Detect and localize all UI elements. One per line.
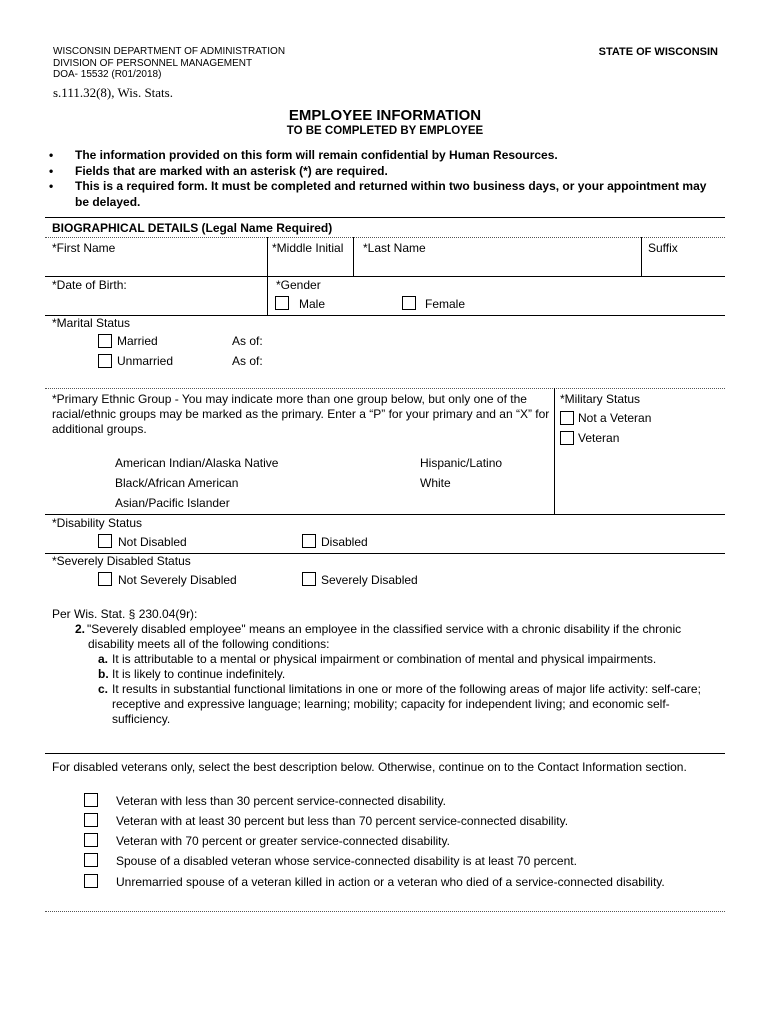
- agency-line-2: DIVISION OF PERSONNEL MANAGEMENT: [53, 57, 253, 69]
- veteran-option-checkbox[interactable]: [84, 833, 98, 847]
- severely-disabled-option-label: Severely Disabled: [321, 573, 418, 587]
- female-label: Female: [425, 297, 466, 311]
- dotted-divider: [45, 911, 725, 912]
- not-veteran-label: Not a Veteran: [578, 411, 652, 425]
- male-label: Male: [299, 297, 326, 311]
- row-divider: [45, 315, 725, 316]
- first-name-field[interactable]: *First Name: [52, 241, 116, 255]
- female-checkbox[interactable]: [402, 296, 416, 310]
- last-name-field[interactable]: *Last Name: [363, 241, 426, 255]
- veteran-option-checkbox[interactable]: [84, 853, 98, 867]
- ethnic-group-american-indian[interactable]: American Indian/Alaska Native: [115, 456, 279, 470]
- ethnic-group-instructions: *Primary Ethnic Group - You may indicate more than one group below, but only one of the racial/ethnic groups may be marked as the primary. Enter a “P” for your primary and an “X” for additional groups.: [52, 392, 550, 436]
- veteran-option-label: Veteran with less than 30 percent service-connected disability.: [116, 794, 446, 808]
- veteran-checkbox[interactable]: [560, 431, 574, 445]
- veteran-option-checkbox[interactable]: [84, 813, 98, 827]
- dotted-divider: [45, 237, 725, 238]
- not-disabled-checkbox[interactable]: [98, 534, 112, 548]
- dotted-divider: [45, 388, 725, 389]
- section-divider: [45, 753, 725, 754]
- veteran-option-label: Spouse of a disabled veteran whose service-connected disability is at least 70 percent.: [116, 854, 577, 868]
- male-checkbox[interactable]: [275, 296, 289, 310]
- form-subtitle: TO BE COMPLETED BY EMPLOYEE: [286, 125, 484, 137]
- not-disabled-label: Not Disabled: [118, 535, 187, 549]
- condition-b: It is likely to continue indefinitely.: [112, 667, 286, 681]
- disabled-checkbox[interactable]: [302, 534, 316, 548]
- instruction-item: • Fields that are marked with an asterisk (*) are required.: [33, 164, 723, 180]
- form-title: EMPLOYEE INFORMATION: [288, 107, 482, 124]
- not-severely-disabled-label: Not Severely Disabled: [118, 573, 237, 587]
- veteran-label: Veteran: [578, 431, 620, 445]
- row-divider: [45, 276, 725, 277]
- disabled-label: Disabled: [321, 535, 368, 549]
- agency-header: [53, 46, 285, 81]
- bio-section-title: BIOGRAPHICAL DETAILS (Legal Name Required): [52, 221, 333, 235]
- married-label: Married: [117, 334, 158, 348]
- section-divider: [45, 217, 725, 218]
- row-divider: [45, 514, 725, 515]
- form-number: DOA- 15532 (R01/2018): [53, 69, 162, 80]
- field-divider: [554, 388, 555, 514]
- veteran-option-checkbox[interactable]: [84, 874, 98, 888]
- instruction-item: • The information provided on this form will remain confidential by Human Resources.: [33, 148, 723, 164]
- disability-status-label: *Disability Status: [52, 516, 143, 530]
- severely-disabled-checkbox[interactable]: [302, 572, 316, 586]
- veteran-option-label: Veteran with at least 30 percent but less than 70 percent service-connected disability.: [116, 814, 569, 828]
- definition-number: 2.: [75, 622, 86, 636]
- unmarried-as-of-field[interactable]: As of:: [232, 354, 263, 368]
- ethnic-group-hispanic[interactable]: Hispanic/Latino: [420, 456, 503, 470]
- ethnic-group-asian[interactable]: Asian/Pacific Islander: [115, 496, 230, 510]
- instructions-list: [33, 148, 723, 210]
- veteran-option-checkbox[interactable]: [84, 793, 98, 807]
- statute-intro: Per Wis. Stat. § 230.04(9r):: [52, 607, 198, 621]
- instruction-item: • This is a required form. It must be completed and returned within two business days, or your appointment may be delayed.: [33, 179, 723, 210]
- gender-label: *Gender: [276, 278, 321, 292]
- ethnic-group-black[interactable]: Black/African American: [115, 476, 239, 490]
- military-status-label: *Military Status: [560, 392, 641, 406]
- field-divider: [641, 237, 642, 276]
- married-checkbox[interactable]: [98, 334, 112, 348]
- condition-c: It results in substantial functional limitations in one or more of the following areas of major life activity: self-care; receptive and expressive language; learning; mobility; capacity for independent living; and economic self-sufficiency.: [112, 682, 701, 726]
- field-divider: [353, 237, 354, 276]
- ethnic-group-white[interactable]: White: [420, 476, 451, 490]
- not-severely-disabled-checkbox[interactable]: [98, 572, 112, 586]
- unmarried-checkbox[interactable]: [98, 354, 112, 368]
- middle-initial-field[interactable]: *Middle Initial: [272, 241, 344, 255]
- date-of-birth-field[interactable]: *Date of Birth:: [52, 278, 127, 292]
- suffix-field[interactable]: Suffix: [648, 241, 678, 255]
- severely-disabled-label: *Severely Disabled Status: [52, 554, 191, 568]
- marital-status-label: *Marital Status: [52, 316, 131, 330]
- veterans-intro: For disabled veterans only, select the best description below. Otherwise, continue on to the Contact Information section.: [52, 760, 687, 774]
- condition-c-label: c.: [98, 682, 109, 696]
- statute-reference: s.111.32(8), Wis. Stats.: [53, 85, 173, 100]
- married-as-of-field[interactable]: As of:: [232, 334, 263, 348]
- condition-a: It is attributable to a mental or physical impairment or combination of mental and physical impairments.: [112, 652, 657, 666]
- veteran-option-label: Unremarried spouse of a veteran killed in action or a veteran who died of a service-connected disability.: [116, 875, 665, 889]
- veteran-option-label: Veteran with 70 percent or greater service-connected disability.: [116, 834, 450, 848]
- agency-line-1: WISCONSIN DEPARTMENT OF ADMINISTRATION: [53, 46, 286, 57]
- condition-b-label: b.: [98, 667, 109, 681]
- unmarried-label: Unmarried: [117, 354, 174, 368]
- severely-disabled-definition: "Severely disabled employee" means an employee in the classified service with a chronic disability if the chronic disability meets all of the following conditions:: [87, 622, 682, 651]
- condition-a-label: a.: [98, 652, 109, 666]
- not-veteran-checkbox[interactable]: [560, 411, 574, 425]
- state-label: STATE OF WISCONSIN: [598, 46, 718, 58]
